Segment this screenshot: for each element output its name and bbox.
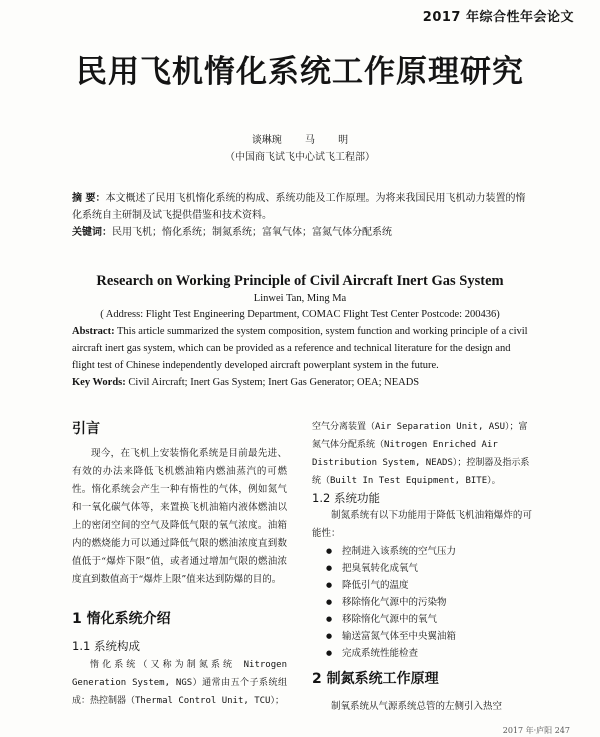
keywords-en — [72, 374, 532, 391]
subsection-1-1-paragraph: 惰化系统（又称为制氮系统 Nitrogen Generation System, NGS）通常由五个子系统组成：热控制器（Thermal Control Unit, TCU）； — [72, 660, 287, 706]
intro-paragraph: 现今，在飞机上安装惰化系统是目前最先进、有效的办法来降低飞机燃油箱内燃油蒸汽的可燃性。惰化系统会产生一种有惰性的气体，例如氮气和一氧化碳气体等，来置换飞机油箱内液体燃油以上的密闭空间的空气及降低气限的氧气浓度。油箱内的燃烧能力可以通过降低气限的燃油浓度直到数值低于“爆炸下限”值，或者通过增加气限的燃油浓度直到数值高于“爆炸上限”值来达到防爆的目的。 — [72, 448, 287, 585]
affiliation-cn: （中国商飞试飞中心试飞工程部） — [225, 152, 375, 163]
authors-en: Linwei Tan, Ming Ma — [253, 293, 347, 304]
keywords-cn-label: 关键词： — [72, 227, 112, 238]
abstract-cn-text: 本文概述了民用飞机惰化系统的构成、系统功能及工作原理。为将来我国民用飞机动力装置的惰化系统自主研制及试飞提供借鉴和技术资料。 — [72, 193, 526, 221]
abstract-cn — [72, 190, 532, 224]
section2-heading: 2 制氮系统工作原理 — [312, 671, 439, 687]
keywords-en-text: Civil Aircraft; Inert Gas System; Inert Gas Generator; OEA; NEADS — [128, 377, 420, 388]
journal-header: 2017 年综合性年会论文 — [422, 10, 574, 25]
abstract-en-label: Abstract: — [72, 326, 115, 337]
list-item: ● 移除惰化气源中的污染物 — [312, 594, 532, 611]
subsection-1-2-heading: 1.2 系统功能 — [312, 491, 380, 505]
paper-title-en: Research on Working Principle of Civil Aircraft Inert Gas System — [96, 273, 504, 289]
affiliation-en: ( Address: Flight Test Engineering Department, COMAC Flight Test Center Postcode: 200436) — [100, 309, 500, 320]
subsection-1-2-paragraph: 制氮系统有以下功能用于降低飞机油箱爆炸的可能性： — [312, 510, 532, 539]
list-item: ● 输送富氮气体至中央翼油箱 — [312, 628, 532, 645]
list-item: ● 控制进入该系统的空气压力 — [312, 543, 532, 560]
list-item: ● 把臭氧转化成氧气 — [312, 560, 532, 577]
keywords-cn-text: 民用飞机；惰化系统；制氮系统；富氧气体；富氮气体分配系统 — [112, 227, 392, 238]
list-item: ● 移除惰化气源中的氧气 — [312, 611, 532, 628]
intro-heading: 引言 — [72, 421, 100, 437]
keywords-cn — [72, 224, 532, 241]
function-list — [312, 543, 532, 662]
abstract-en — [72, 323, 532, 374]
list-item: ● 降低引气的温度 — [312, 577, 532, 594]
continued-paragraph: 空气分离装置（Air Separation Unit, ASU）；富氮气体分配系统（Nitrogen Enriched Air Distribution System, NEADS）；控制器及指示系统（Built In Test Equipment, BITE）。 — [312, 422, 530, 486]
abstract-cn-label: 摘 要： — [72, 193, 106, 204]
subsection-1-1-heading: 1.1 系统构成 — [72, 639, 140, 653]
list-item: ● 完成系统性能检查 — [312, 645, 532, 662]
page-footer: 2017 年·庐阳 247 — [502, 726, 570, 735]
section1-heading: 1 惰化系统介绍 — [72, 611, 171, 627]
keywords-en-label: Key Words: — [72, 377, 126, 388]
abstract-en-text: This article summarized the system composition, system function and working principle of a civil aircraft inert gas system, which can be provided as a reference and technical literature for the design and flight test of Chinese independently developed aircraft powerplant system in the future. — [72, 326, 528, 371]
section2-paragraph: 制氧系统从气源系统总管的左侧引入热空 — [331, 701, 503, 712]
paper-title-cn: 民用飞机惰化系统工作原理研究 — [76, 54, 524, 90]
authors-cn: 谈琳琬 马 明 — [251, 135, 349, 146]
